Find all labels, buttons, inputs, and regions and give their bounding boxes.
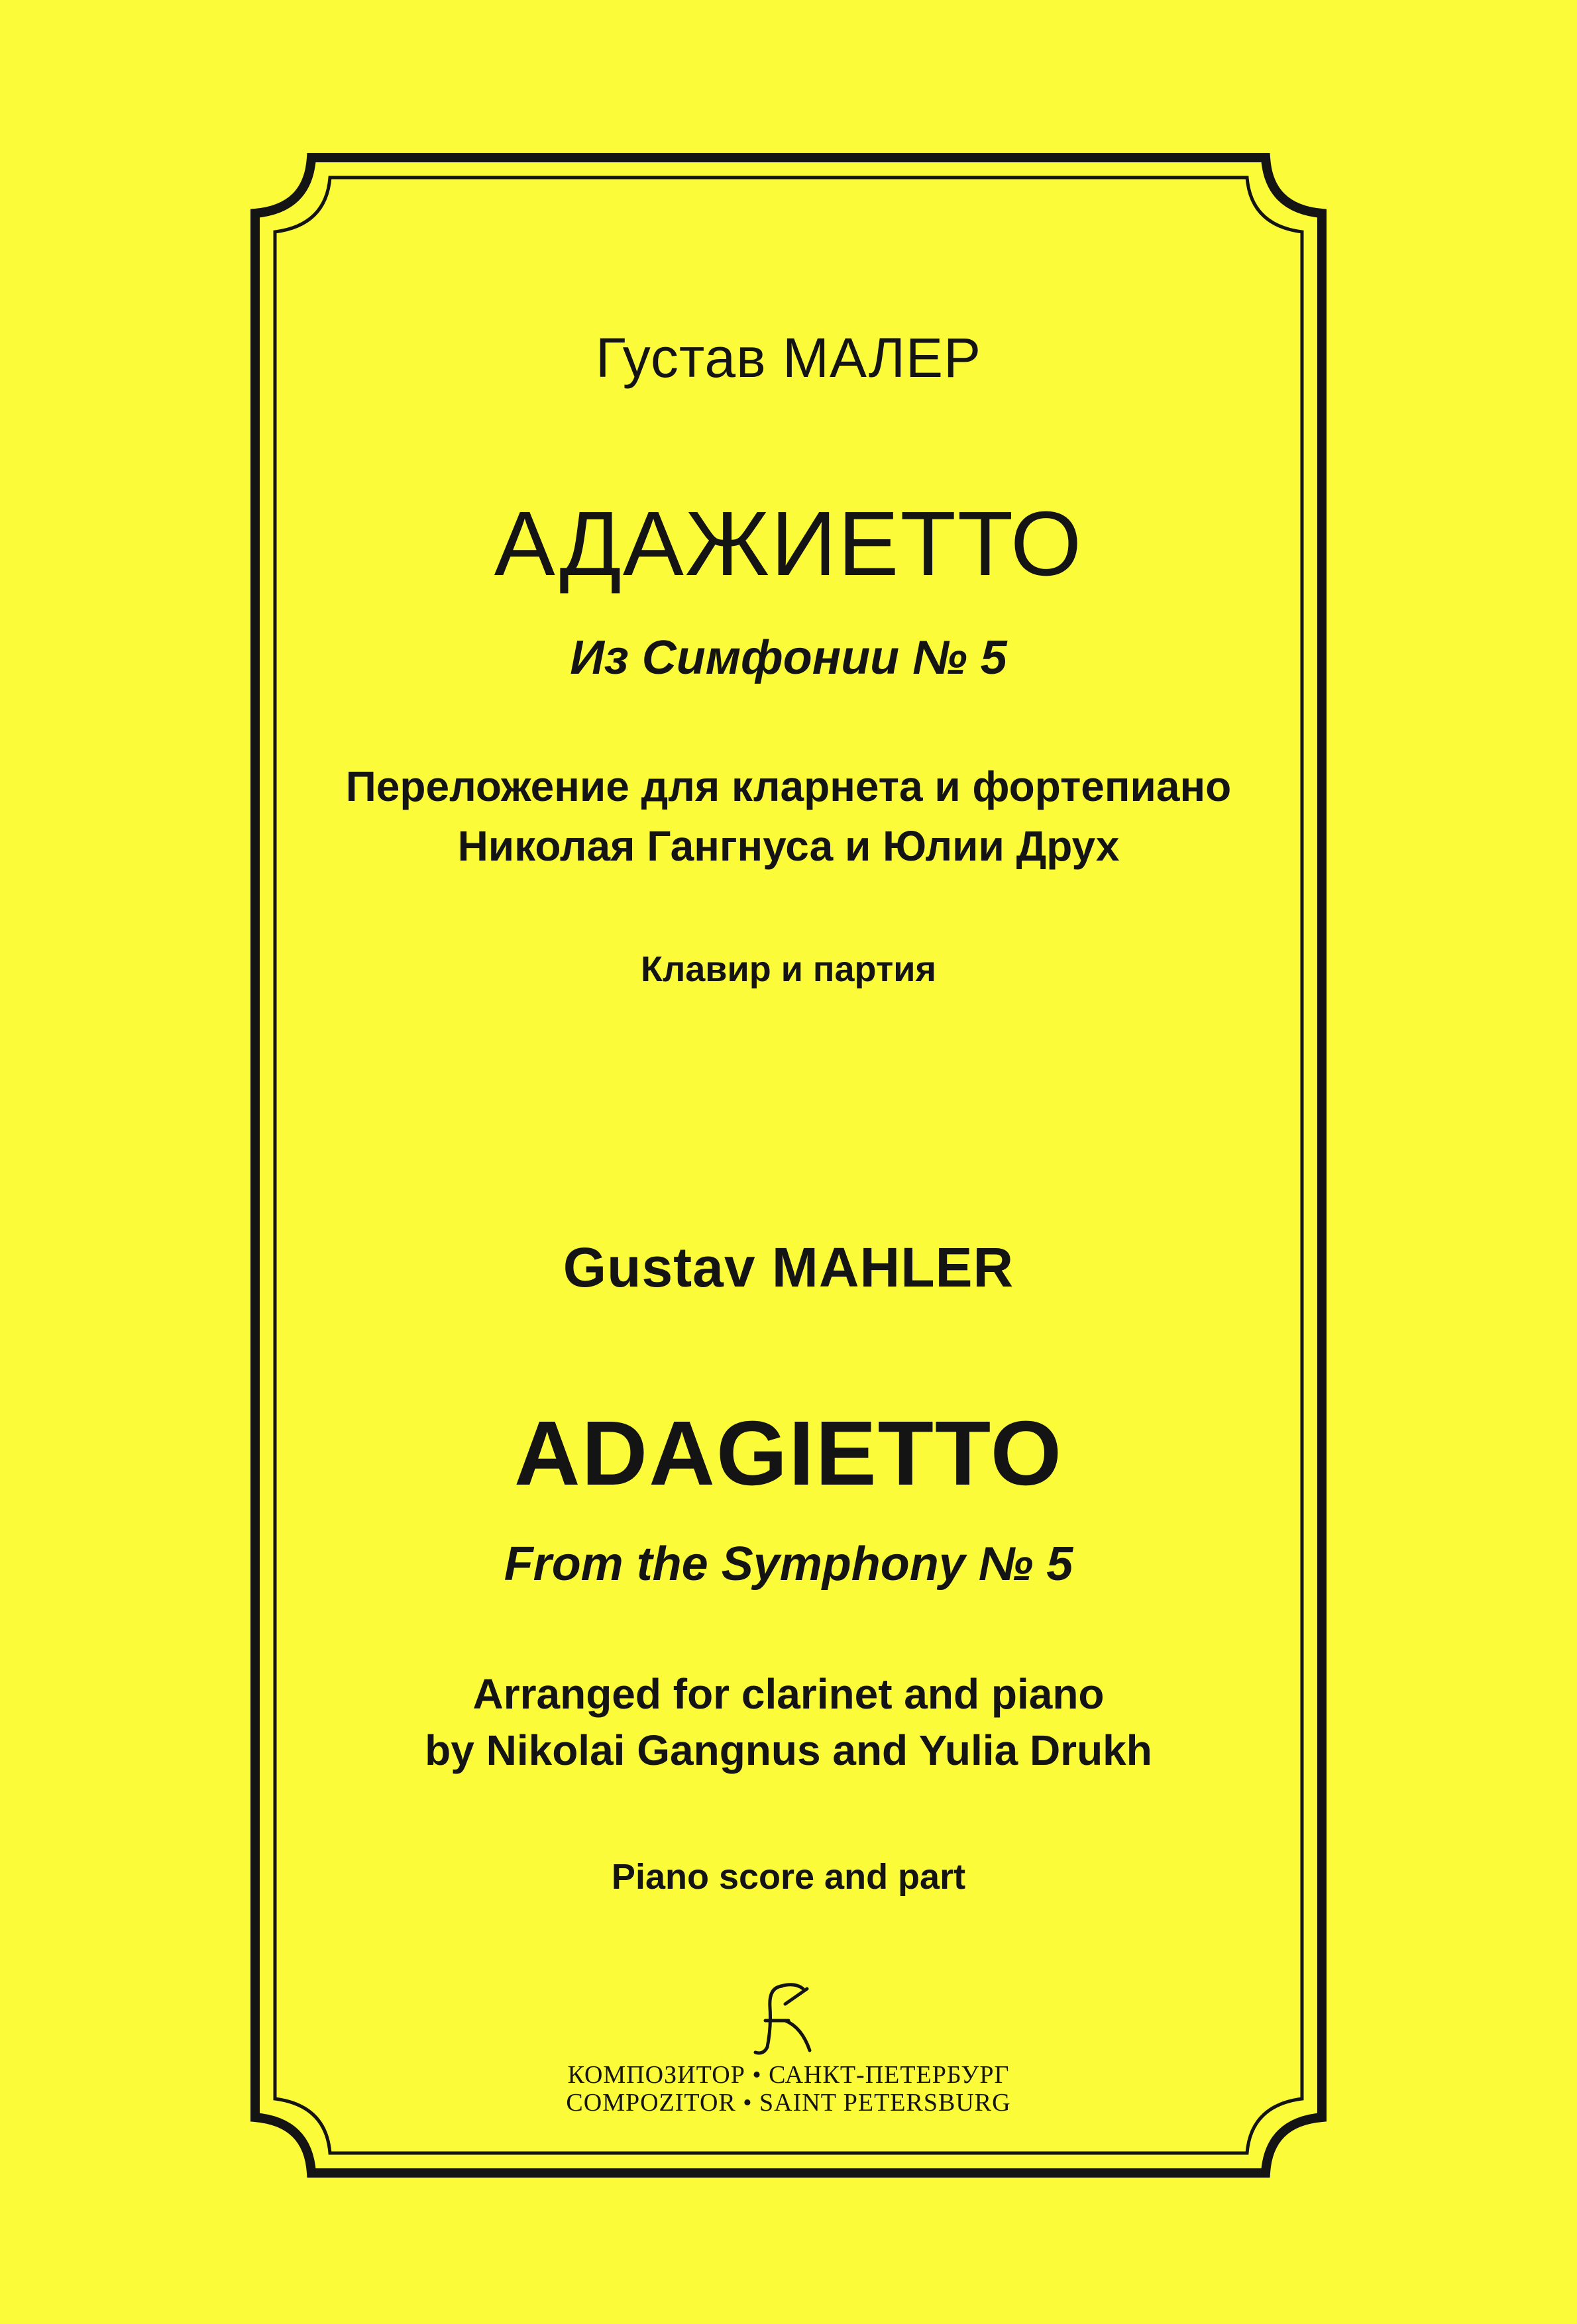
arrangement-line1-en: Arranged for clarinet and piano — [472, 1670, 1105, 1718]
work-subtitle-en: From the Symphony № 5 — [504, 1538, 1073, 1591]
arrangement-line2-en: by Nikolai Gangnus and Yulia Drukh — [425, 1726, 1152, 1774]
edition-ru: Клавир и партия — [641, 949, 936, 989]
publisher-line-ru: КОМПОЗИТОР • САНКТ-ПЕТЕРБУРГ — [567, 2061, 1010, 2089]
arrangement-line2-ru: Николая Гангнуса и Юлии Друх — [457, 822, 1120, 870]
edition-en: Piano score and part — [611, 1857, 966, 1897]
publisher-line-en: COMPOZITOR • SAINT PETERSBURG — [566, 2089, 1011, 2117]
composer-name-en: Gustav MAHLER — [563, 1236, 1014, 1298]
composer-name-ru: Густав МАЛЕР — [595, 327, 982, 389]
work-subtitle-ru: Из Симфонии № 5 — [570, 631, 1007, 684]
work-title-en: ADAGIETTO — [514, 1402, 1063, 1505]
arrangement-line1-ru: Переложение для кларнета и фортепиано — [345, 763, 1232, 810]
publisher-logo — [749, 1981, 828, 2057]
work-title-ru: АДАЖИЕТТО — [494, 493, 1083, 595]
